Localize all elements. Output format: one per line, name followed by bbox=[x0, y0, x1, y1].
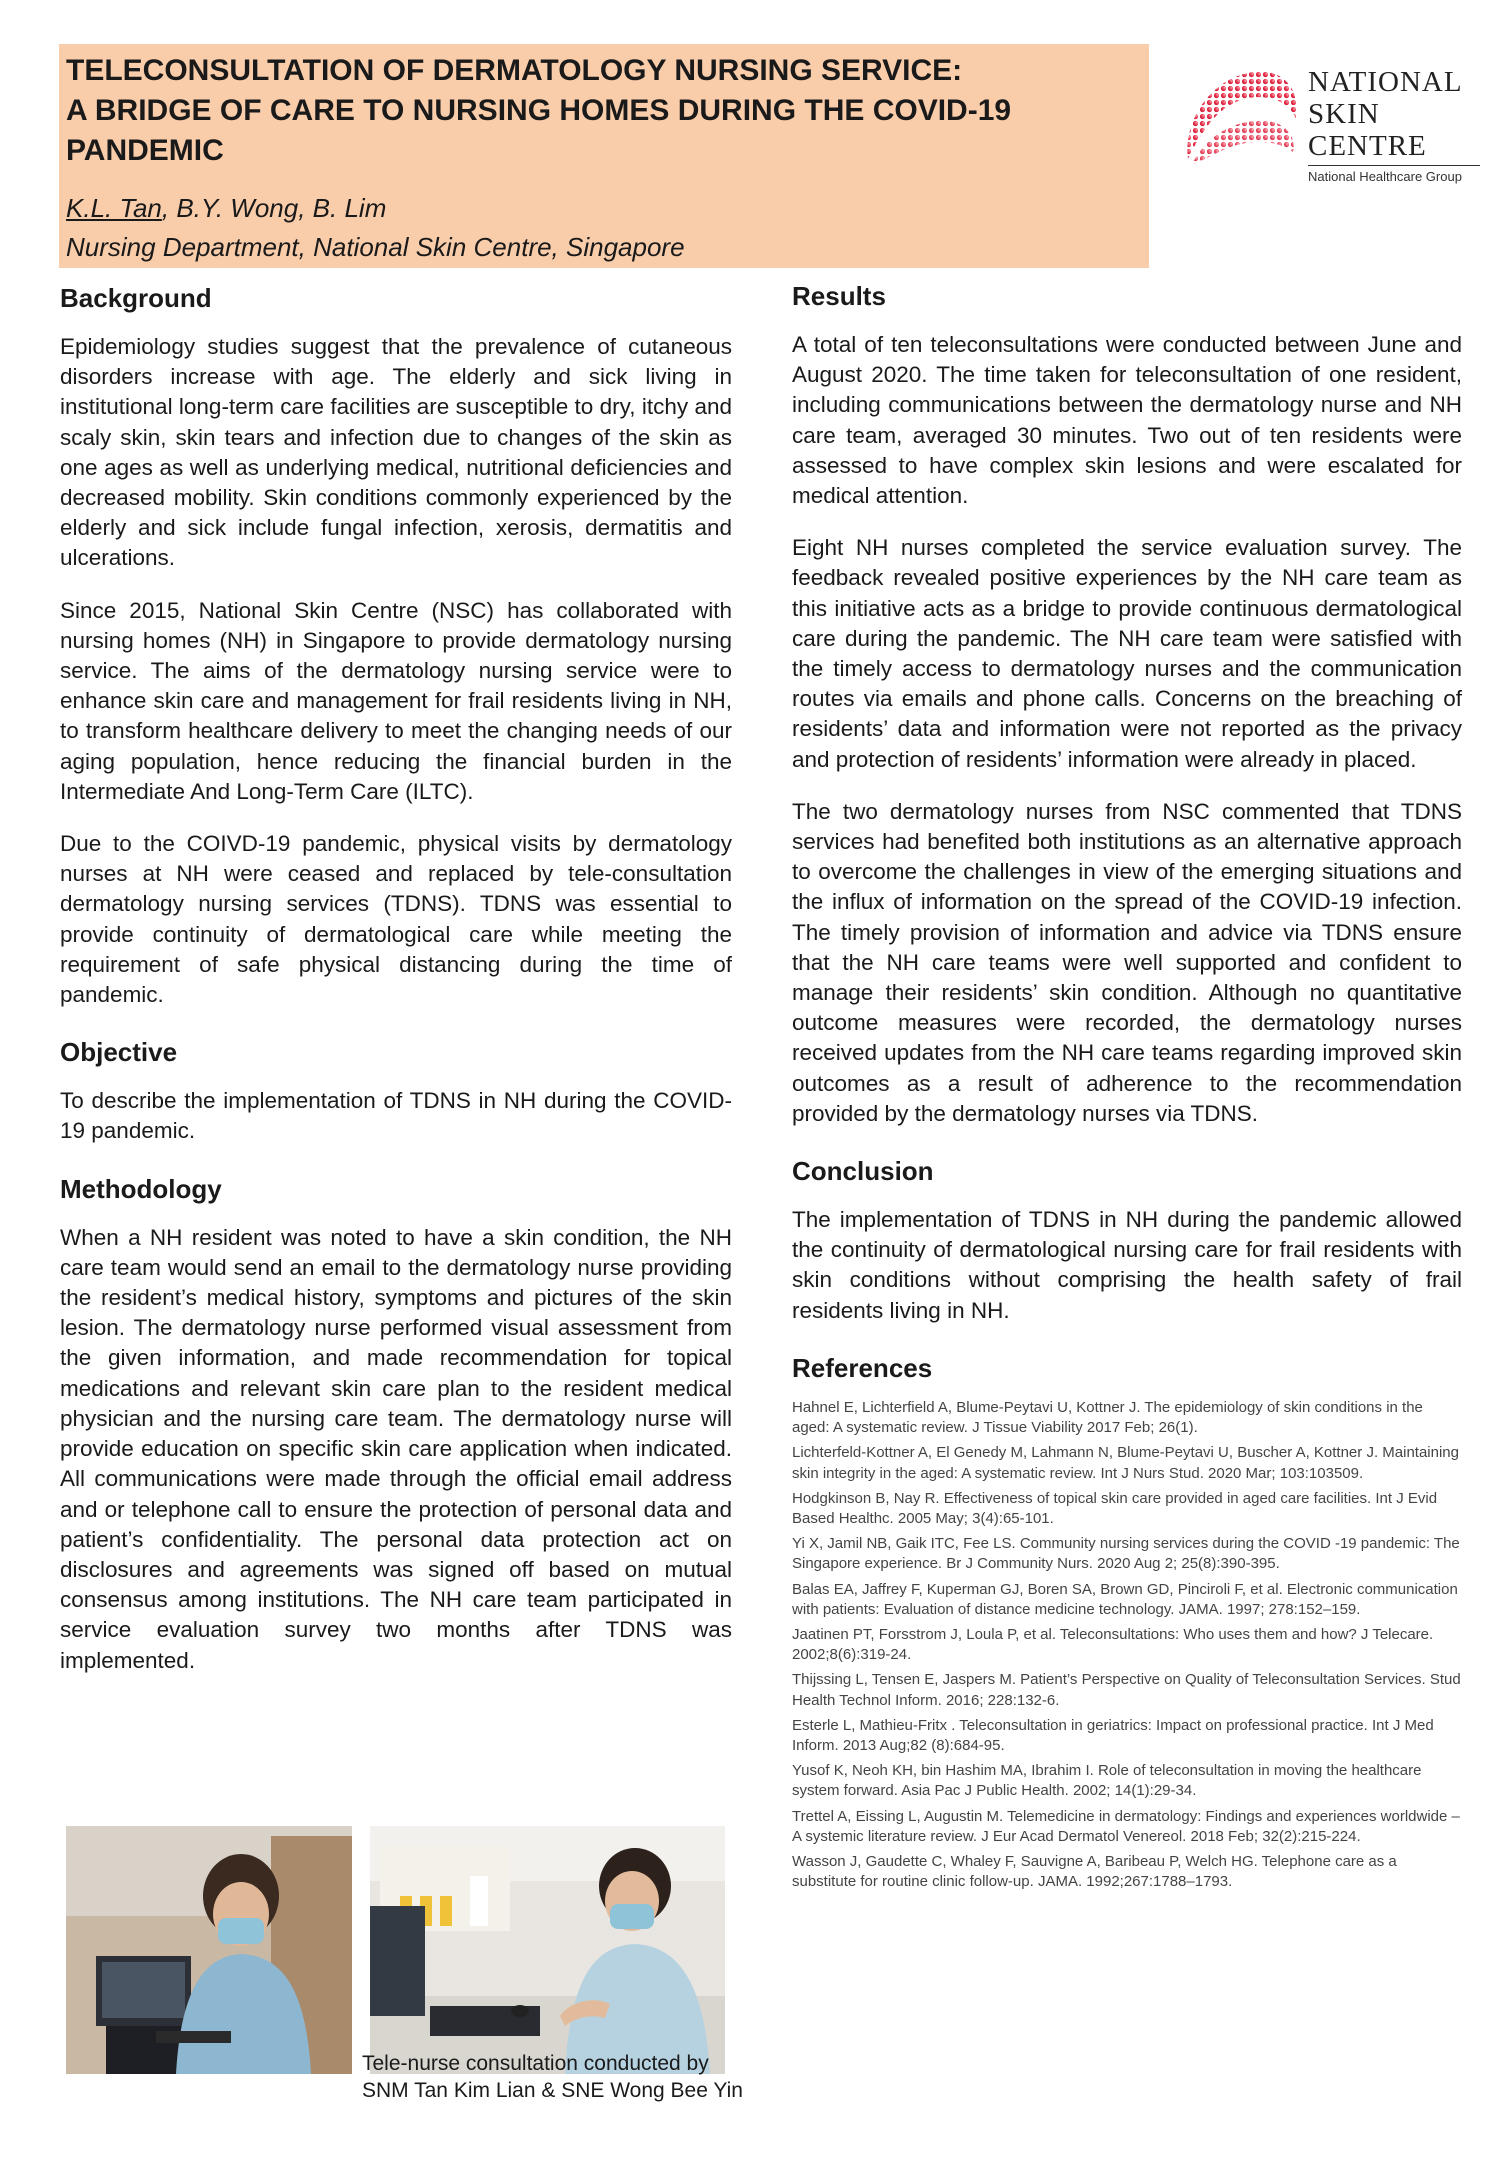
nurse-photo-image bbox=[66, 1826, 352, 2074]
title-line: A BRIDGE OF CARE TO NURSING HOMES DURING THE COVID-19 bbox=[66, 94, 1012, 127]
reference-item: Balas EA, Jaffrey F, Kuperman GJ, Boren SA, Brown GD, Pinciroli F, et al. Electronic communication with patients: Evaluation of distance medicine technology. JAMA. 1997; 278:152–159. bbox=[792, 1580, 1458, 1618]
paragraph: The implementation of TDNS in NH during the pandemic allowed the continuity of dermatological nursing care for frail residents with skin conditions without comprising the health safety of frail residents living in NH. bbox=[792, 1207, 1462, 1323]
left-column bbox=[60, 278, 732, 1698]
caption-line: Tele-nurse consultation conducted by bbox=[362, 2052, 709, 2075]
right-column bbox=[792, 276, 1462, 1897]
reference-item: Esterle L, Mathieu-Fritx . Teleconsultation in geriatrics: Impact on professional practice. Int J Med Inform. 2013 Aug;82 (8):684-95. bbox=[792, 1716, 1434, 1754]
reference-item: Wasson J, Gaudette C, Whaley F, Sauvigne A, Baribeau P, Welch HG. Telephone care as a substitute for routine clinic follow-up. JAMA. 1992;267:1788–1793. bbox=[792, 1852, 1397, 1891]
poster-title bbox=[66, 51, 1146, 171]
reference-item: Thijssing L, Tensen E, Jaspers M. Patient’s Perspective on Quality of Teleconsultation Services. Stud Health Technol Inform. 2016; 228:132-6. bbox=[792, 1671, 1461, 1709]
logo-text: NATIONAL bbox=[1308, 66, 1463, 98]
reference-item: Jaatinen PT, Forsstrom J, Loula P, et al. Teleconsultations: Who uses them and how? J Telecare. 2002;8(6):319-24. bbox=[792, 1625, 1434, 1664]
lead-author: K.L. Tan bbox=[66, 193, 162, 223]
logo-text: SKIN bbox=[1308, 98, 1380, 130]
affiliation: Nursing Department, National Skin Centre, Singapore bbox=[66, 232, 685, 262]
section-heading: Background bbox=[60, 283, 212, 313]
paragraph: Epidemiology studies suggest that the prevalence of cutaneous disorders increase with age. The elderly and sick living in institutional long-term care facilities are susceptible to dry, itchy and scaly skin, skin tears and infection due to changes of the skin as one ages as well as underlying medical, nutritional deficiencies and decreased mobility. Skin conditions commonly experienced by the elderly and sick include fungal infection, xerosis, dermatitis and ulcerations. bbox=[60, 334, 732, 571]
reference-list bbox=[792, 1398, 1462, 1892]
paragraph: When a NH resident was noted to have a skin condition, the NH care team would send an email to the dermatology nurse providing the resident’s medical history, symptoms and pictures of the skin lesion. The dermatology nurse performed visual assessment from the given information, and made recommendation for topical medications and relevant skin care plan to the resident medical physician and the nursing care team. The dermatology nurse will provide education on specific skin care application when indicated. All communications were made through the official email address and or telephone call to ensure the protection of personal data and patient’s confidentiality. The personal data protection act on disclosures and agreements was signed off based on mutual consensus among institutions. The NH care team participated in service evaluation survey two months after TDNS was implemented. bbox=[60, 1224, 732, 1673]
photo-nurse-2 bbox=[370, 1826, 725, 2074]
paragraph: Due to the COIVD-19 pandemic, physical visits by dermatology nurses at NH were ceased and replaced by tele-consultation dermatology nursing services (TDNS). TDNS was essential to provide continuity of dermatological care while meeting the requirement of safe physical distancing during the time of pandemic. bbox=[60, 831, 732, 1008]
reference-item: Yusof K, Neoh KH, bin Hashim MA, Ibrahim I. Role of teleconsultation in moving the healthcare system forward. Asia Pac J Public Health. 2002; 14(1):29-34. bbox=[792, 1762, 1422, 1800]
paragraph: Since 2015, National Skin Centre (NSC) has collaborated with nursing homes (NH) in Singapore to provide dermatology nursing service. The aims of the dermatology nursing service were to enhance skin care and management for frail residents living in NH, to transform healthcare delivery to meet the changing needs of our aging population, hence reducing the financial burden in the Intermediate And Long-Term Care (ILTC). bbox=[60, 597, 732, 804]
paragraph: A total of ten teleconsultations were conducted between June and August 2020. The time taken for teleconsultation of one resident, including communications between the dermatology nurse and NH care team, averaged 30 minutes. Two out of ten residents were assessed to have complex skin lesions and were escalated for medical attention. bbox=[792, 332, 1462, 509]
reference-item: Yi X, Jamil NB, Gaik ITC, Fee LS. Community nursing services during the COVID -19 pandemic: The Singapore experience. Br J Community Nurs. 2020 Aug 2; 25(8):390-395. bbox=[792, 1535, 1460, 1573]
title-line: TELECONSULTATION OF DERMATOLOGY NURSING SERVICE: bbox=[66, 54, 963, 87]
authors bbox=[66, 193, 386, 223]
caption-line: SNM Tan Kim Lian & SNE Wong Bee Yin bbox=[362, 2079, 743, 2102]
title-line: PANDEMIC bbox=[66, 134, 224, 167]
co-authors: , B.Y. Wong, B. Lim bbox=[161, 193, 387, 223]
paragraph: The two dermatology nurses from NSC commented that TDNS services had benefited both institutions as an alternative approach to overcome the challenges in view of the emerging situations and the influx of information on the spread of the COVID-19 infection. The timely provision of information and advice via TDNS ensure that the NH care teams were well supported and confident to manage their residents’ skin condition. Although no quantitative outcome measures were recorded, the dermatology nurses received updates from the NH care teams regarding improved skin outcomes as a result of adherence to the recommendation provided by the dermatology nurses via TDNS. bbox=[792, 798, 1462, 1126]
logo-text: CENTRE bbox=[1308, 130, 1427, 162]
section-heading: Methodology bbox=[60, 1173, 222, 1204]
paragraph: Eight NH nurses completed the service evaluation survey. The feedback revealed positive experiences by the NH care team as this initiative acts as a bridge to provide continuous dermatological care during the pandemic. The NH care team were satisfied with the timely access to dermatology nurses and the communication routes via emails and phone calls. Concerns on the breaching of residents’ data and information were not reported as the privacy and protection of residents’ information were already in placed. bbox=[792, 535, 1462, 772]
section-heading: References bbox=[792, 1352, 933, 1383]
section-heading: Conclusion bbox=[792, 1156, 934, 1187]
logo-subtitle: National Healthcare Group bbox=[1308, 165, 1480, 184]
photo-caption bbox=[362, 2050, 743, 2104]
nurse-photo-image bbox=[370, 1826, 725, 2074]
reference-item: Hahnel E, Lichterfield A, Blume-Peytavi U, Kottner J. The epidemiology of skin conditions in the aged: A systematic review. J Tissue Viability 2017 Feb; 26(1). bbox=[792, 1398, 1423, 1437]
nsc-logo bbox=[1178, 64, 1478, 184]
reference-item: Lichterfeld-Kottner A, El Genedy M, Lahmann N, Blume-Peytavi U, Buscher A, Kottner J. Maintaining skin integrity in the aged: A systematic review. Int J Nurs Stud. 2020 Mar; 103:103509. bbox=[792, 1444, 1459, 1482]
paragraph: To describe the implementation of TDNS in NH during the COVID-19 pandemic. bbox=[60, 1088, 732, 1144]
reference-item: Hodgkinson B, Nay R. Effectiveness of topical skin care provided in aged care facilities. Int J Evid Based Healthc. 2005 May; 3(4):65-101. bbox=[792, 1489, 1438, 1527]
photo-nurse-1 bbox=[66, 1826, 352, 2074]
logo-dots-icon bbox=[1178, 64, 1303, 174]
reference-item: Trettel A, Eissing L, Augustin M. Telemedicine in dermatology: Findings and experiences worldwide – A systemic literature review. J Eur Acad Dermatol Venereol. 2018 Feb; 32(2):215-224. bbox=[792, 1807, 1460, 1845]
section-heading: Results bbox=[792, 281, 886, 311]
section-heading: Objective bbox=[60, 1037, 178, 1068]
